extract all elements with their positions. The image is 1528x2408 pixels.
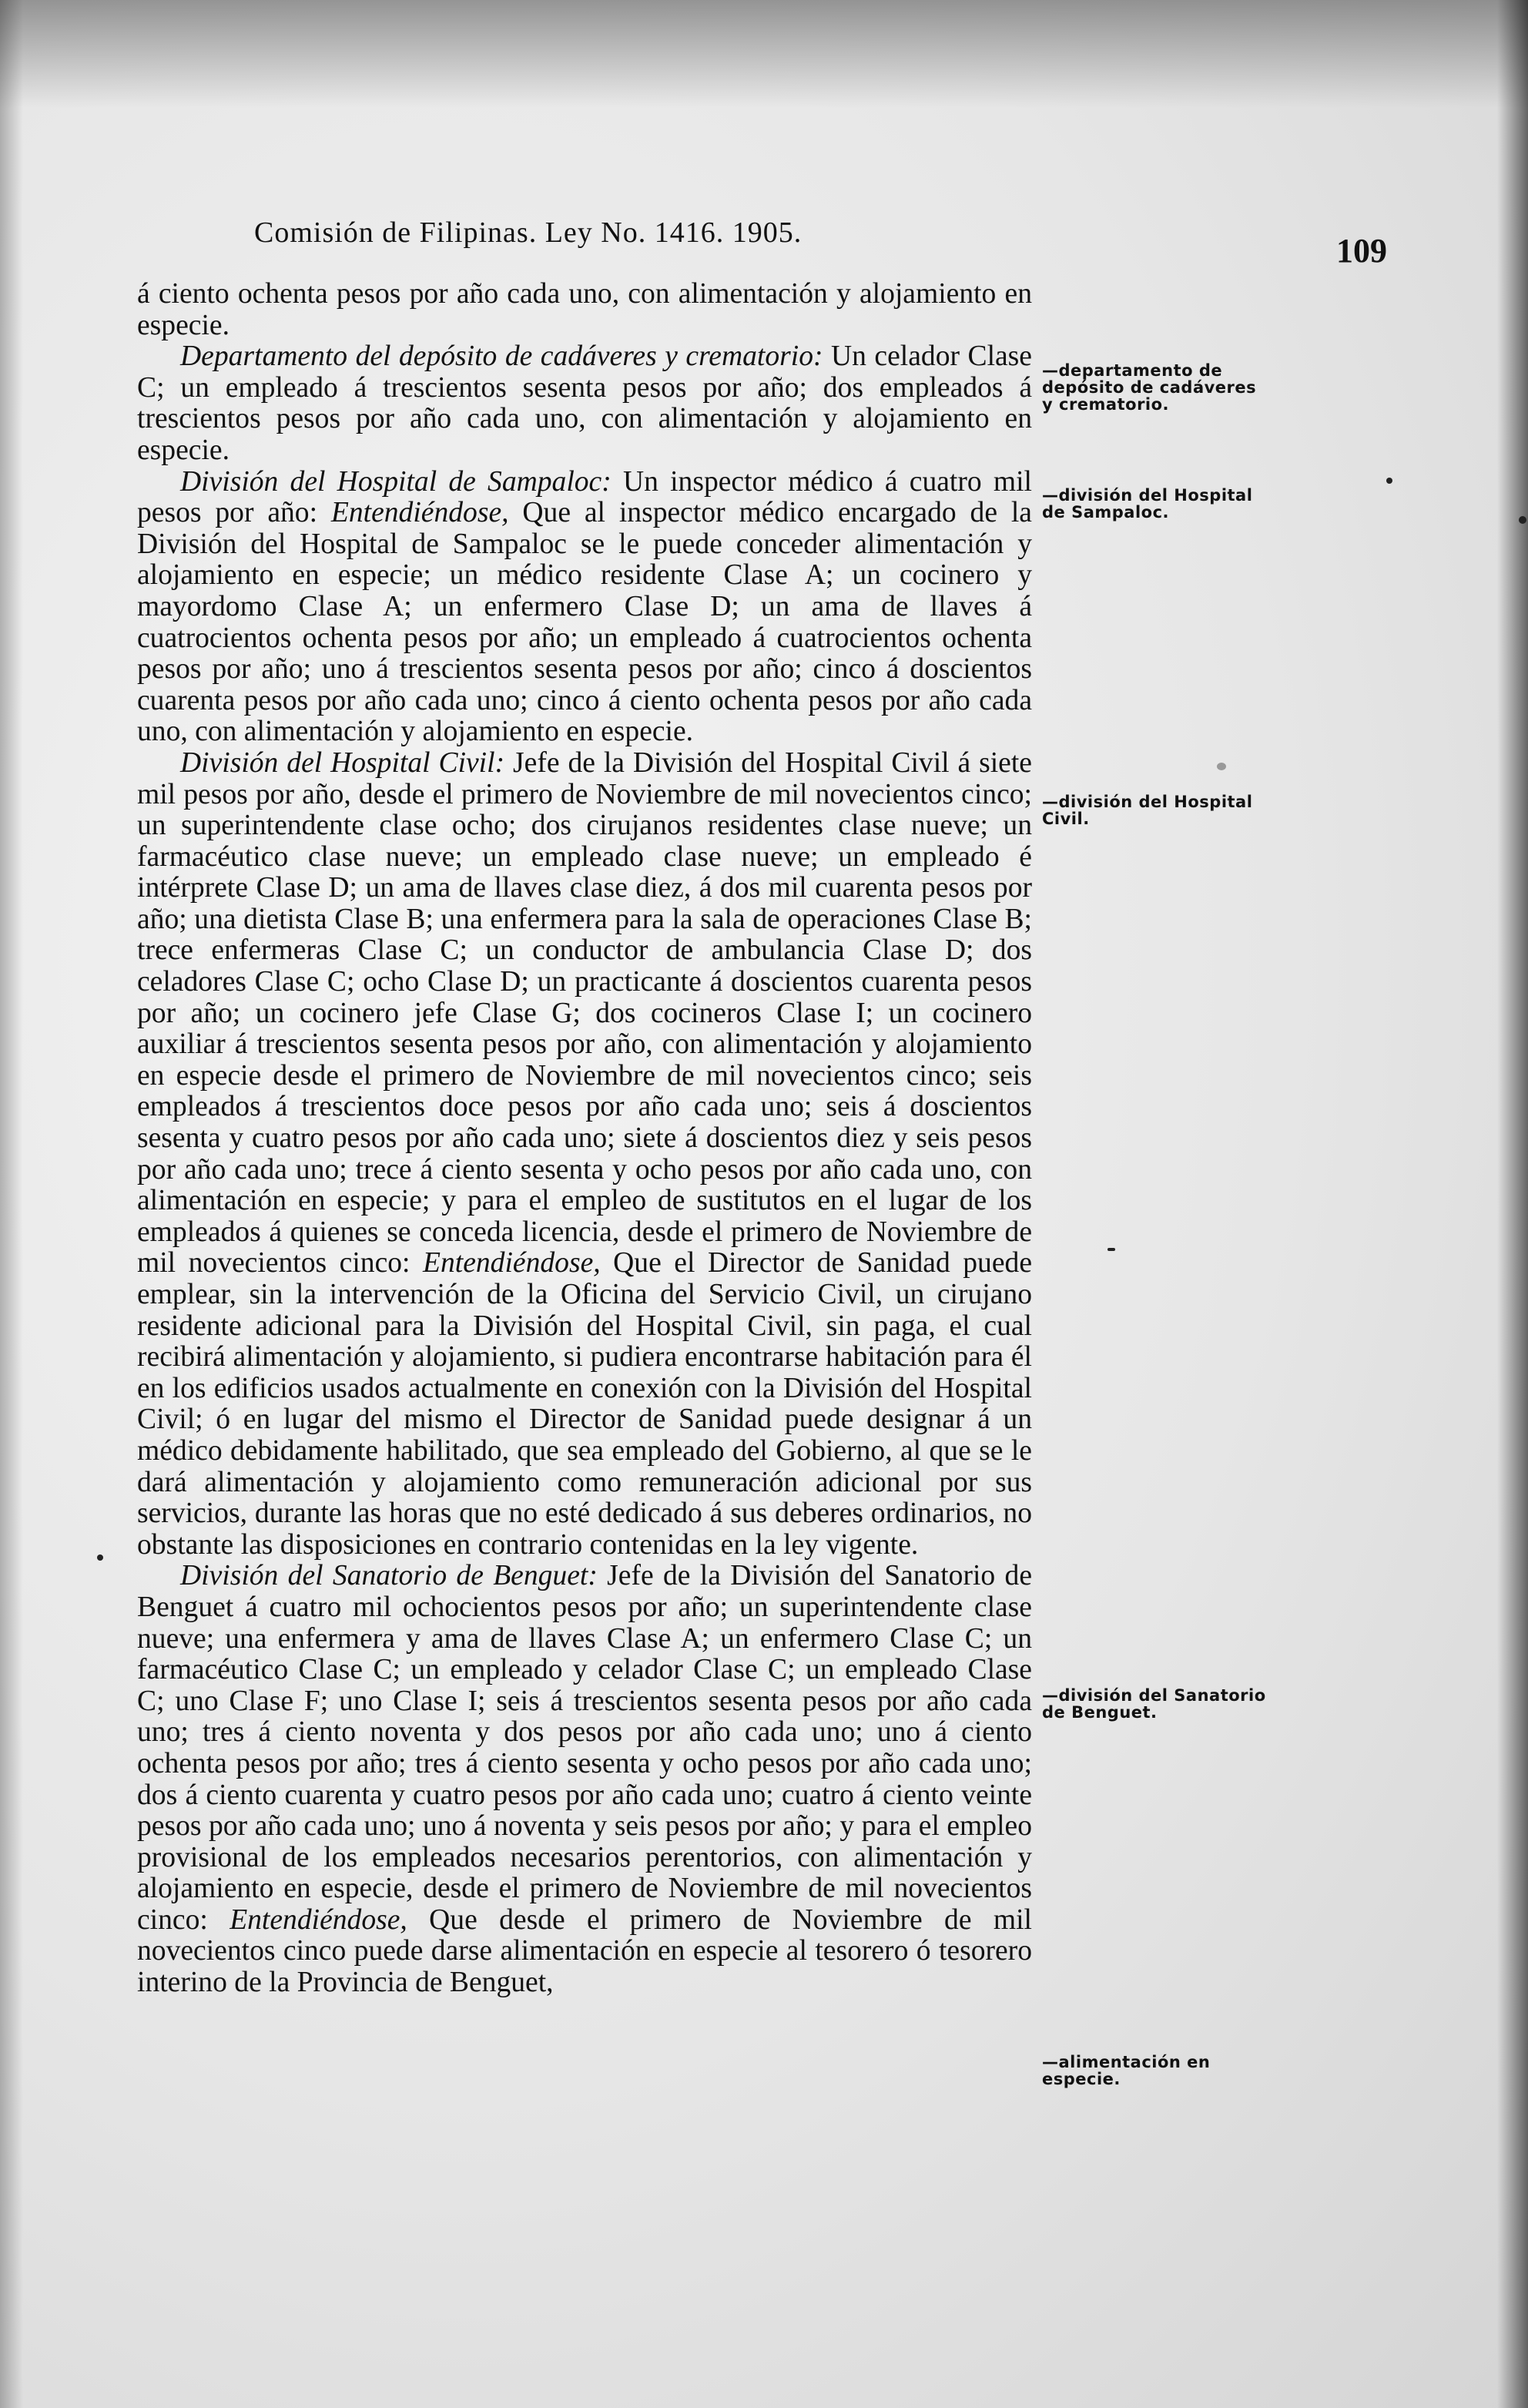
- paragraph-text: Que al inspector médico encargado de la División del Hospital de Sampaloc se le puede conceder alimentación y alojamiento en especie; un médico residente Clase A; un cocinero y mayordomo Clase A; un enfermero Clase D; un ama de llaves á cuatrocientos ochenta pesos por año; un empleado á cuatrocientos ochenta pesos por año; uno á trescientos sesenta pesos por año; cinco á doscientos cuarenta pesos por año cada uno; cinco á ciento ochenta pesos por año cada uno, con alimentación y alojamiento en especie.: [137, 497, 1032, 748]
- ink-speck: [1107, 1248, 1115, 1251]
- section-heading: División del Sanatorio de Benguet:: [180, 1560, 598, 1592]
- ink-speck: [1519, 516, 1526, 524]
- proviso-word: Entendiéndose,: [230, 1903, 407, 1936]
- proviso-word: Entendiéndose,: [330, 497, 509, 529]
- section-heading: División del Hospital Civil:: [180, 746, 505, 779]
- paragraph-benguet: [137, 1561, 1032, 1998]
- margin-note-morgue: —departamento de depósito de cadáveres y crematorio.: [1042, 361, 1257, 414]
- margin-note-civil-hospital: —división del Hospital Civil.: [1042, 793, 1253, 828]
- section-heading: Departamento del depósito de cadáveres y crematorio:: [180, 340, 823, 373]
- paragraph-text: Que desde el primero de Noviembre de mil novecientos cinco puede darse alimentación en especie al tesorero ó tesorero interino de la Provincia de Benguet,: [137, 1903, 1032, 1999]
- paragraph-text: Un inspector médico á cuatro mil pesos por año:: [137, 465, 1032, 529]
- paragraph-text: Jefe de la División del Hospital Civil á siete mil pesos por año, desde el primero de Noviembre de mil novecientos cinco; un superintendente clase ocho; dos cirujanos residentes clase nueve; un farmacéutico clase nueve; un empleado clase nueve; un empleado é intérprete Clase D; un ama de llaves clase diez, á dos mil cuarenta pesos por año; una dietista Clase B; una enfermera para la sala de operaciones Clase B; trece enfermeras Clase C; un conductor de ambulancia Clase D; dos celadores Clase C; ocho Clase D; un practicante á doscientos cuarenta pesos por año; un cocinero jefe Clase G; dos cocineros Clase I; un cocinero auxiliar á trescientos sesenta pesos por año, con alimentación y alojamiento en especie desde el primero de Noviembre de mil novecientos cinco; seis empleados á trescientos doce pesos por año cada uno; seis á doscientos sesenta y cuatro pesos por año cada uno; siete á doscientos diez y seis pesos por año cada uno; trece á ciento sesenta y ocho pesos por año cada uno, con alimentación en especie; y para el empleo de sustitutos en el lugar de los empleados á quienes se conceda licencia, desde el primero de Noviembre de mil novecientos cinco:: [137, 746, 1032, 1279]
- scan-shadow-top: [0, 0, 1528, 108]
- scan-shadow-left: [0, 0, 23, 2408]
- paragraph-text: Que el Director de Sanidad puede emplear, sin la intervención de la Oficina del Servicio Civil, un cirujano residente adicional para la División del Hospital Civil, sin paga, el cual recibirá alimentación y alojamiento, si pudiera encontrarse habitación para él en los edificios usados actualmente en conexión con la División del Hospital Civil; ó en lugar del mismo el Director de Sanidad puede designar á un médico debidamente habilitado, que sea empleado del Gobierno, al que se le dará alimentación y alojamiento como remuneración adicional por sus servicios, durante las horas que no esté dedicado á sus deberes ordinarios, no obstante las disposiciones en contrario contenidas en la ley vigente.: [137, 1247, 1032, 1561]
- margin-note-subsistence: —alimentación en especie.: [1042, 2053, 1211, 2088]
- ink-speck: [1217, 763, 1226, 770]
- scan-shadow-right: [1497, 0, 1528, 2408]
- section-heading: División del Hospital de Sampaloc:: [180, 465, 612, 498]
- paragraph-text: Un celador Clase C; un empleado á trescientos sesenta pesos por año; dos empleados á trescientos pesos por año cada uno, con alimentación y alojamiento en especie.: [137, 340, 1032, 466]
- paragraph-morgue: [137, 341, 1032, 466]
- paragraph-sampaloc: [137, 467, 1032, 748]
- ink-speck: [97, 1554, 103, 1561]
- margin-note-sampaloc: —división del Hospital de Sampaloc.: [1042, 486, 1253, 522]
- page-number: 109: [1336, 232, 1387, 270]
- body-text: [137, 279, 1032, 1999]
- paragraph-text: á ciento ochenta pesos por año cada uno, con alimentación y alojamiento en especie.: [137, 278, 1032, 341]
- paragraph-civil-hospital: [137, 748, 1032, 1561]
- paragraph-continuation: [137, 279, 1032, 341]
- proviso-word: Entendiéndose,: [423, 1247, 601, 1279]
- margin-note-benguet: —división del Sanatorio de Benguet.: [1042, 1686, 1266, 1722]
- paragraph-text: Jefe de la División del Sanatorio de Benguet á cuatro mil ochocientos pesos por año; un superintendente clase nueve; una enfermera y ama de llaves Clase A; un enfermero Clase C; un farmacéutico Clase C; un empleado y celador Clase C; un empleado Clase C; uno Clase F; uno Clase I; seis á trescientos sesenta pesos por año cada uno; tres á ciento noventa y dos pesos por año cada uno; uno á ciento ochenta pesos por año; tres á ciento sesenta y ocho pesos por año cada uno; dos á ciento cuarenta y cuatro pesos por año cada uno; cuatro á ciento veinte pesos por año cada uno; uno á noventa y seis pesos por año; y para el empleo provisional de los empleados necesarios perentorios, con alimentación y alojamiento en especie, desde el primero de Noviembre de mil novecientos cinco:: [137, 1560, 1032, 1936]
- ink-speck: [1386, 478, 1392, 484]
- running-head: Comisión de Filipinas. Ley No. 1416. 1905.: [254, 216, 803, 249]
